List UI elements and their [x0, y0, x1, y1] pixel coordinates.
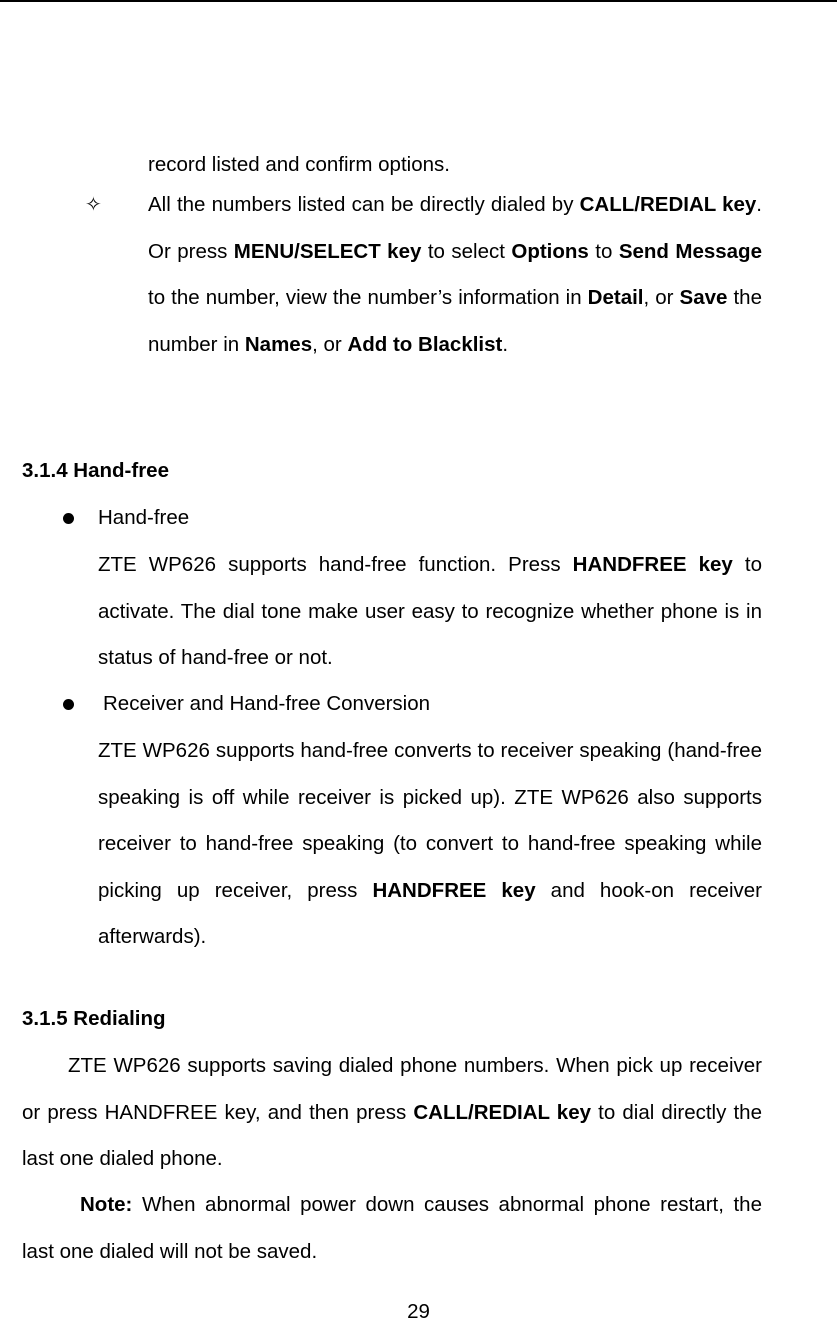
continuation-line: record listed and confirm options.: [148, 153, 450, 176]
call-redial-key-term: CALL/REDIAL key: [413, 1100, 591, 1124]
bullet-icon: [63, 513, 74, 524]
bullet-icon: [63, 699, 74, 710]
note-label: Note:: [80, 1193, 133, 1216]
handfree-key-term: HANDFREE key: [572, 553, 733, 576]
bullet-item-title: Hand-free: [98, 506, 190, 529]
options-term: Options: [511, 239, 589, 263]
conversion-description: ZTE WP626 supports hand-free converts to receiver speaking (hand-free speaking is off while receiver is picked up). ZTE WP626 also supports receiver to hand-free speaking (to convert to hand-free speaking while picking up receiver, press HANDFREE key and hook-on receiver afterwards).: [98, 739, 762, 948]
send-message-term: Send Message: [618, 239, 762, 263]
handfree-key-term: HANDFREE key: [372, 878, 536, 902]
note-paragraph: Note: When abnormal power down causes abnormal phone restart, the last one dialed will not be saved.: [22, 1193, 762, 1263]
names-term: Names: [244, 332, 313, 356]
add-to-blacklist-term: Add to Blacklist: [347, 332, 503, 356]
call-redial-key-term: CALL/REDIAL key: [579, 193, 757, 216]
save-term: Save: [679, 286, 728, 309]
diamond-bullet-icon: ✧: [85, 194, 102, 216]
menu-select-key-term: MENU/SELECT key: [233, 239, 422, 263]
hand-free-description: ZTE WP626 supports hand-free function. Press HANDFREE key to activate. The dial tone make user easy to recognize whether phone is in status of hand-free or not.: [98, 553, 762, 669]
options-item-text: All the numbers listed can be directly dialed by CALL/REDIAL key. Or press MENU/SELECT key to select Options to Send Message to the number, view the number’s information in Detail, or Save the number in Names, or Add to Blacklist.: [148, 193, 762, 356]
redialing-paragraph: ZTE WP626 supports saving dialed phone numbers. When pick up receiver or press HANDFREE key, and then press CALL/REDIAL key to dial directly the last one dialed phone.: [22, 1054, 762, 1170]
section-heading-3-1-4: 3.1.4 Hand-free: [22, 459, 169, 482]
page-number: 29: [407, 1300, 430, 1323]
detail-term: Detail: [587, 286, 644, 309]
bullet-item-title: Receiver and Hand-free Conversion: [103, 692, 431, 715]
section-heading-3-1-5: 3.1.5 Redialing: [22, 1007, 166, 1030]
